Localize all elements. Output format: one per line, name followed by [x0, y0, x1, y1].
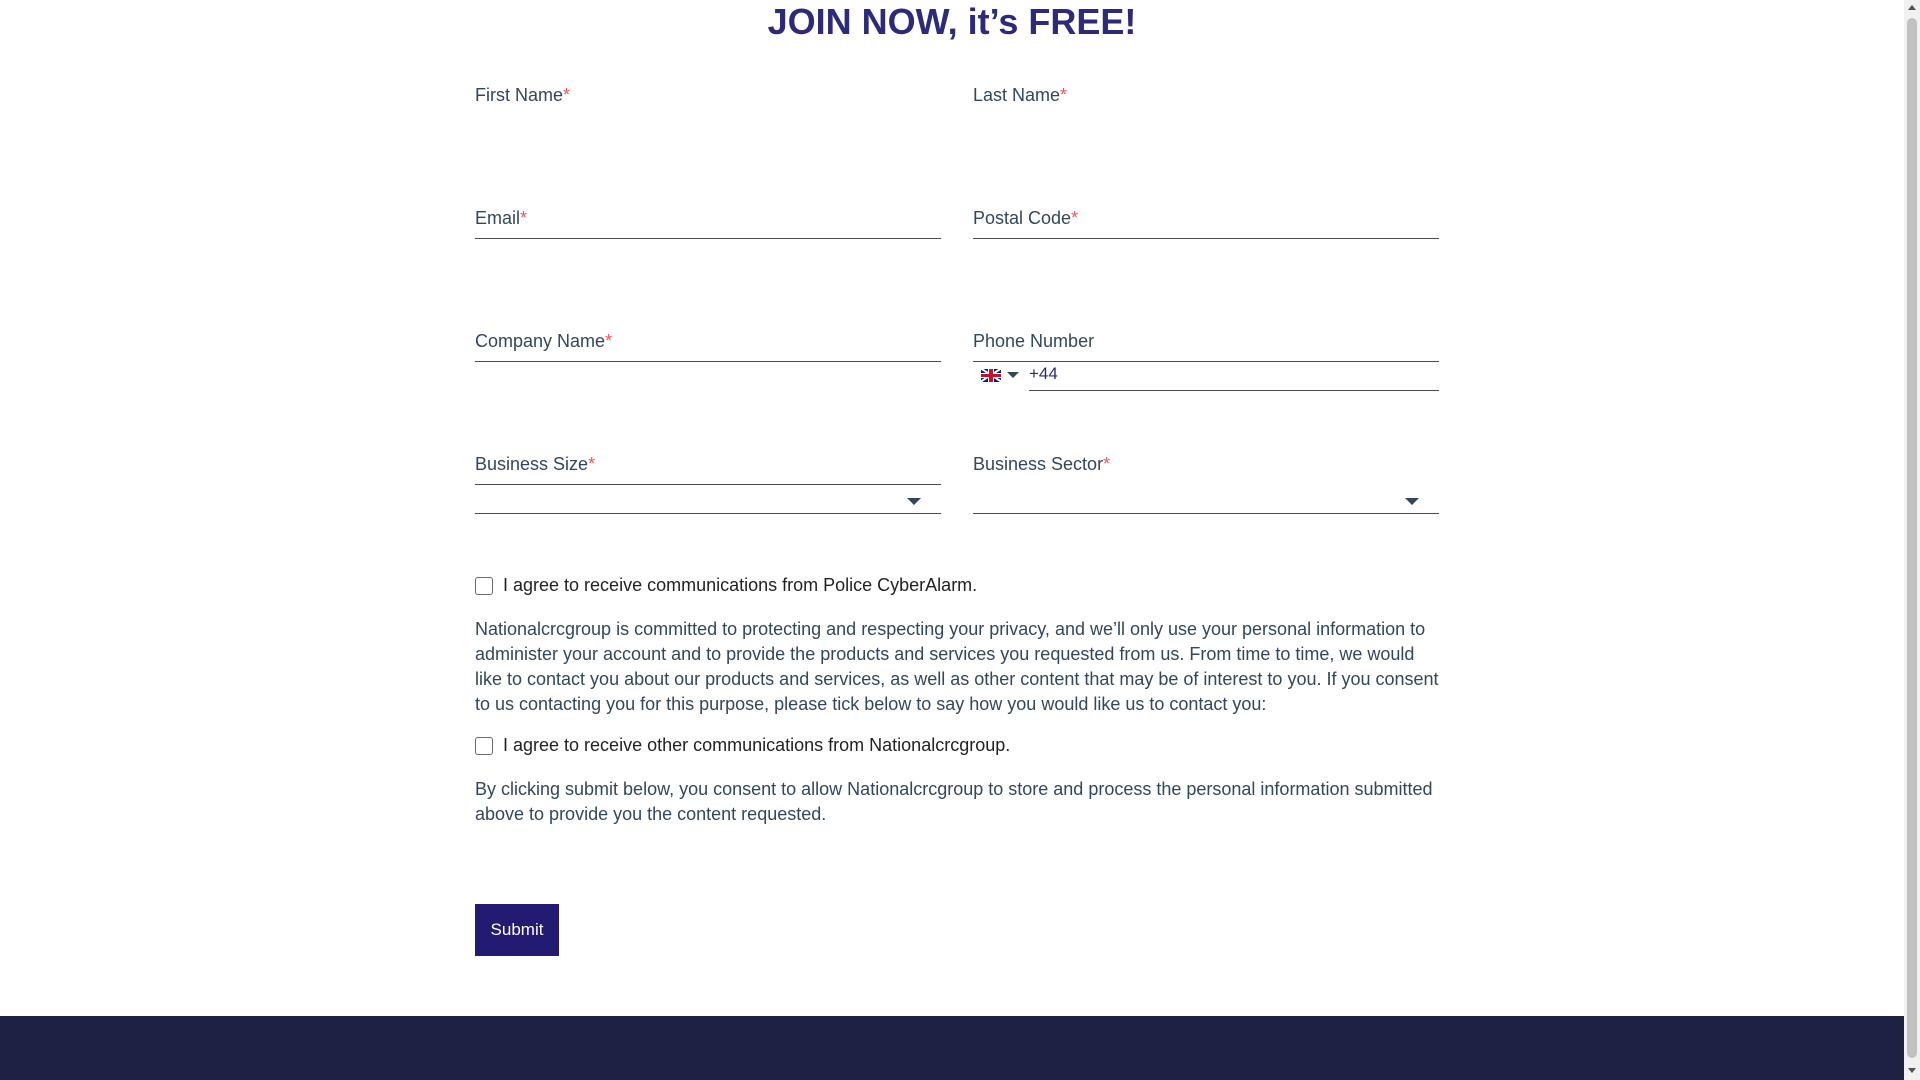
last-name-label: Last Name* [973, 85, 1068, 105]
country-code-selector[interactable] [981, 362, 1021, 388]
business-sector-label: Business Sector* [973, 454, 1111, 474]
required-mark: * [605, 331, 613, 351]
business-size-field [475, 453, 941, 475]
consent-police-checkbox[interactable] [475, 577, 493, 595]
email-field [475, 207, 941, 229]
phone-number-field [973, 330, 1439, 352]
consent-police-row [475, 575, 977, 596]
vertical-scrollbar[interactable] [1904, 0, 1920, 1080]
chevron-down-icon [907, 498, 921, 505]
required-mark: * [588, 454, 596, 474]
company-name-label: Company Name* [475, 331, 613, 351]
required-mark: * [1071, 208, 1079, 228]
privacy-text: Nationalcrcgroup is committed to protecting and respecting your privacy, and we’ll only use your personal information to administer your account and to provide the products and services you requested from us. From time to time, we would like to contact you about our products and services, as well as other content that may be of interest to you. If you consent to us contacting you for this purpose, please tick below to say how you would like us to contact you: [475, 619, 1439, 714]
required-mark: * [1103, 454, 1111, 474]
scrollbar-thumb[interactable] [1907, 18, 1917, 1058]
phone-number-label: Phone Number [973, 331, 1095, 351]
email-label: Email* [475, 208, 528, 228]
business-size-select[interactable] [475, 480, 941, 514]
postal-code-field [973, 207, 1439, 229]
phone-number-input[interactable] [1029, 357, 1439, 391]
required-mark: * [1060, 85, 1068, 105]
consent-other-row [475, 735, 1010, 756]
consent-police-label: I agree to receive communications from Police CyberAlarm. [503, 575, 978, 595]
scroll-down-icon[interactable] [1908, 1068, 1916, 1073]
required-mark: * [520, 208, 528, 228]
submit-notice: By clicking submit below, you consent to allow Nationalcrcgroup to store and process the personal information submitted above to provide you the content requested. [475, 779, 1433, 824]
consent-other-checkbox[interactable] [475, 737, 493, 755]
uk-flag-icon [981, 369, 1001, 382]
chevron-down-icon [1007, 372, 1019, 378]
first-name-field [475, 84, 941, 106]
form-title: JOIN NOW, it’s FREE! [767, 1, 1137, 42]
first-name-label: First Name* [475, 85, 571, 105]
business-sector-select[interactable] [973, 480, 1439, 514]
postal-code-label: Postal Code* [973, 208, 1079, 228]
required-mark: * [563, 85, 571, 105]
company-name-field [475, 330, 941, 352]
last-name-field [973, 84, 1439, 106]
business-sector-field [973, 453, 1439, 475]
business-size-label: Business Size* [475, 454, 596, 474]
footer [0, 1016, 1904, 1080]
chevron-down-icon [1405, 498, 1419, 505]
submit-button[interactable]: Submit [475, 904, 559, 956]
consent-other-label: I agree to receive other communications from Nationalcrcgroup. [503, 735, 1011, 755]
scroll-up-icon[interactable] [1908, 5, 1916, 10]
